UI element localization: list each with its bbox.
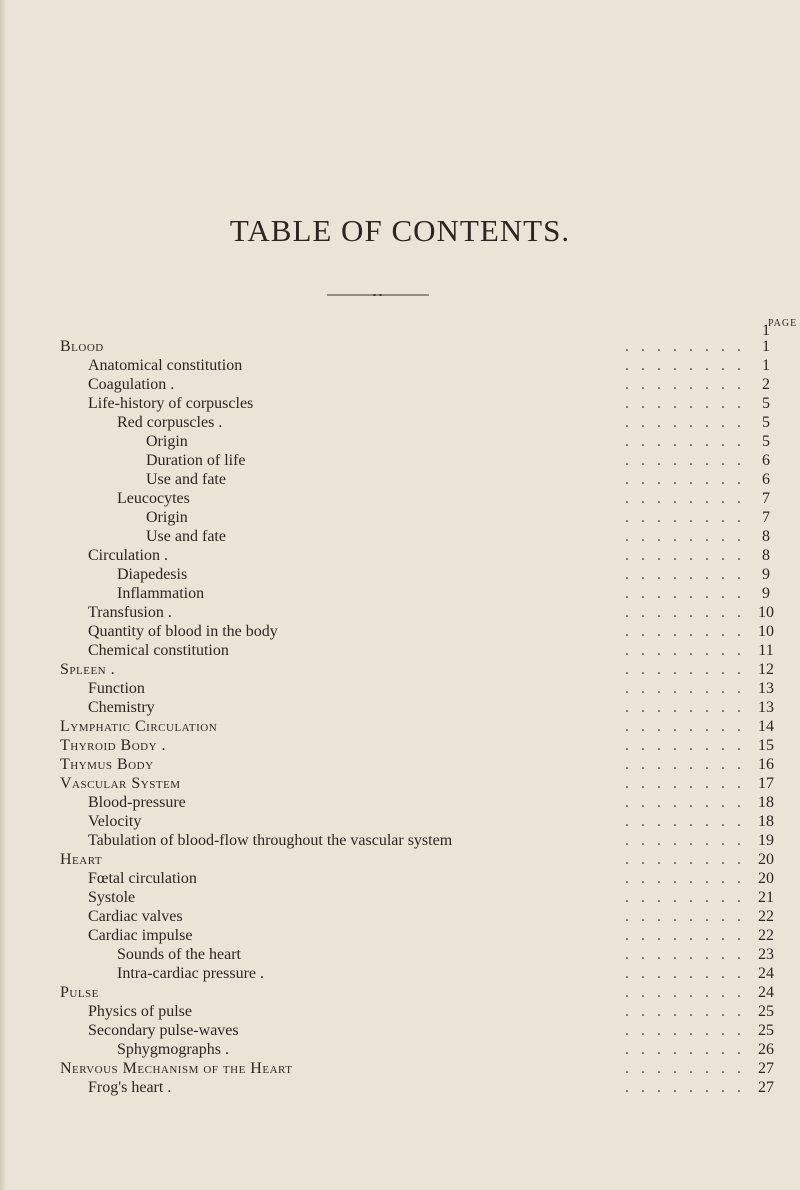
leader-dots: . . . . . . . . — [625, 737, 745, 754]
leader-dots: . . . . . . . . — [625, 946, 745, 963]
page-number: 22 — [758, 908, 774, 925]
entry-title: Pulse — [60, 984, 99, 1001]
page-number: 20 — [758, 870, 774, 887]
toc-entry[interactable] — [0, 603, 800, 622]
toc-entry[interactable] — [0, 622, 800, 641]
toc-entry[interactable] — [0, 1040, 800, 1059]
leader-dots: . . . . . . . . — [625, 490, 745, 507]
toc-entry[interactable] — [0, 812, 800, 831]
page-number: 23 — [758, 946, 774, 963]
toc-entry[interactable] — [0, 660, 800, 679]
toc-entry[interactable] — [0, 394, 800, 413]
entry-title: Inflammation — [117, 585, 205, 602]
page-number: 6 — [762, 471, 770, 488]
page-number: 22 — [758, 927, 774, 944]
toc-entry[interactable] — [0, 470, 800, 489]
toc-entry[interactable] — [0, 356, 800, 375]
toc-entry[interactable] — [0, 793, 800, 812]
page-number: 6 — [762, 452, 770, 469]
toc-entry[interactable] — [0, 451, 800, 470]
toc-entry[interactable] — [0, 850, 800, 869]
leader-dots: . . . . . . . . — [625, 661, 745, 678]
page-number: 5 — [762, 433, 770, 450]
entry-title: Origin — [146, 509, 188, 526]
leader-dots: . . . . . . . . — [625, 509, 745, 526]
page-number: 14 — [758, 718, 774, 735]
leader-dots: . . . . . . . . — [625, 1003, 745, 1020]
page-number: 19 — [758, 832, 774, 849]
toc-entry[interactable] — [0, 641, 800, 660]
page-number: 7 — [762, 509, 770, 526]
leader-dots: . . . . . . . . — [625, 1041, 745, 1058]
leader-dots: . . . . . . . . — [625, 471, 745, 488]
leader-dots: . . . . . . . . — [625, 623, 745, 640]
toc-entry[interactable] — [0, 888, 800, 907]
toc-entry[interactable] — [0, 1078, 800, 1097]
entry-title: Leucocytes — [117, 490, 190, 507]
entry-title: Systole — [88, 889, 136, 906]
page-number: 24 — [758, 984, 774, 1001]
leader-dots: . . . . . . . . — [625, 338, 745, 355]
toc-entry[interactable] — [0, 717, 800, 736]
page-number: 7 — [762, 490, 770, 507]
toc-entry[interactable] — [0, 527, 800, 546]
leader-dots: . . . . . . . . — [625, 1060, 745, 1077]
page-column-header: PAGE — [768, 318, 798, 329]
entry-title: Intra-cardiac pressure . — [117, 965, 265, 982]
leader-dots: . . . . . . . . — [625, 414, 745, 431]
entry-title: Function — [88, 680, 145, 697]
page-number: 15 — [758, 737, 774, 754]
leader-dots: . . . . . . . . — [625, 965, 745, 982]
page-number: 5 — [762, 395, 770, 412]
page-number: 18 — [758, 794, 774, 811]
toc-entry[interactable] — [0, 755, 800, 774]
page-number: 8 — [762, 528, 770, 545]
leader-dots: . . . . . . . . — [625, 1079, 745, 1096]
page-number: 10 — [758, 604, 774, 621]
page-number: 13 — [758, 680, 774, 697]
leader-dots: . . . . . . . . — [625, 851, 745, 868]
entry-title: Coagulation . — [88, 376, 175, 393]
entry-title: Frog's heart . — [88, 1079, 172, 1096]
leader-dots: . . . . . . . . — [625, 832, 745, 849]
entry-title: Use and fate — [146, 471, 226, 488]
entry-title: Thymus Body — [60, 756, 154, 773]
entry-title: Velocity — [88, 813, 142, 830]
toc-entry[interactable] — [0, 926, 800, 945]
leader-dots: . . . . . . . . — [625, 718, 745, 735]
toc-entry[interactable] — [0, 698, 800, 717]
page-number: 13 — [758, 699, 774, 716]
page-number: 2 — [762, 376, 770, 393]
toc-row — [0, 321, 800, 337]
entry-title: Heart — [60, 851, 103, 868]
page-number: 18 — [758, 813, 774, 830]
entry-title: Chemical constitution — [88, 642, 229, 659]
leader-dots: . . . . . . . . — [625, 984, 745, 1001]
toc-entry[interactable] — [0, 584, 800, 603]
entry-title: Quantity of blood in the body — [88, 623, 278, 640]
toc-entry[interactable] — [0, 546, 800, 565]
leader-dots: . . . . . . . . — [625, 794, 745, 811]
entry-title: Cardiac impulse — [88, 927, 193, 944]
leader-dots: . . . . . . . . — [625, 376, 745, 393]
page-number: 21 — [758, 889, 774, 906]
entry-title: Transfusion . — [88, 604, 172, 621]
leader-dots: . . . . . . . . — [625, 357, 745, 374]
leader-dots: . . . . . . . . — [625, 1022, 745, 1039]
page-number: 27 — [758, 1060, 774, 1077]
entry-title: Nervous Mechanism of the Heart — [60, 1060, 293, 1077]
page-number: 27 — [758, 1079, 774, 1096]
page-number: 1 — [762, 357, 770, 374]
leader-dots: . . . . . . . . — [625, 908, 745, 925]
page-number: 26 — [758, 1041, 774, 1058]
page-number: 11 — [758, 642, 774, 659]
toc-entry[interactable] — [0, 679, 800, 698]
toc-entry[interactable] — [0, 964, 800, 983]
entry-title: Secondary pulse-waves — [88, 1022, 239, 1039]
leader-dots: . . . . . . . . — [625, 395, 745, 412]
leader-dots: . . . . . . . . — [625, 813, 745, 830]
leader-dots: . . . . . . . . — [625, 927, 745, 944]
entry-title: Use and fate — [146, 528, 226, 545]
toc-entry[interactable] — [0, 945, 800, 964]
page-number: 8 — [762, 547, 770, 564]
page-number: 17 — [758, 775, 774, 792]
entry-title: Vascular System — [60, 775, 181, 792]
toc-entry[interactable] — [0, 1059, 800, 1078]
entry-title: Origin — [146, 433, 188, 450]
toc-entry[interactable] — [0, 1002, 800, 1021]
entry-title: Lymphatic Circulation — [60, 718, 218, 735]
ornament-rule — [327, 294, 429, 296]
toc-entry[interactable] — [0, 489, 800, 508]
page-number: 16 — [758, 756, 774, 773]
entry-title: Chemistry — [88, 699, 155, 716]
toc-entry[interactable] — [0, 907, 800, 926]
toc-entry[interactable] — [0, 983, 800, 1002]
leader-dots: . . . . . . . . — [625, 775, 745, 792]
entry-title: Duration of life — [146, 452, 246, 469]
leader-dots: . . . . . . . . — [625, 642, 745, 659]
entry-title: Sphygmographs . — [117, 1041, 229, 1058]
entry-title: Cardiac valves — [88, 908, 183, 925]
page-number: 20 — [758, 851, 774, 868]
entry-title: Sounds of the heart — [117, 946, 241, 963]
page-number: 25 — [758, 1003, 774, 1020]
leader-dots: . . . . . . . . — [625, 870, 745, 887]
page-number: 9 — [762, 566, 770, 583]
toc-entry[interactable] — [0, 869, 800, 888]
leader-dots: . . . . . . . . — [625, 433, 745, 450]
leader-dots: . . . . . . . . — [625, 547, 745, 564]
toc-entry[interactable] — [0, 375, 800, 394]
leader-dots: . . . . . . . . — [625, 699, 745, 716]
entry-title: Life-history of corpuscles — [88, 395, 254, 412]
entry-title: Thyroid Body . — [60, 737, 167, 754]
page-number: 25 — [758, 1022, 774, 1039]
page-number: 5 — [762, 414, 770, 431]
leader-dots: . . . . . . . . — [625, 566, 745, 583]
toc-entry[interactable] — [0, 565, 800, 584]
page-number: 24 — [758, 965, 774, 982]
entry-title: Circulation . — [88, 547, 168, 564]
entry-title: Red corpuscles . — [117, 414, 223, 431]
page-number: 10 — [758, 623, 774, 640]
entry-title: Spleen . — [60, 661, 116, 678]
entry-title: Blood — [60, 338, 104, 355]
leader-dots: . . . . . . . . — [625, 604, 745, 621]
leader-dots: . . . . . . . . — [625, 680, 745, 697]
toc-entry[interactable] — [0, 1021, 800, 1040]
toc-entry[interactable] — [0, 337, 800, 356]
entry-title: Physics of pulse — [88, 1003, 192, 1020]
page-number: 1 — [762, 322, 770, 339]
toc-entry[interactable] — [0, 774, 800, 793]
leader-dots: . . . . . . . . — [625, 756, 745, 773]
page-number: 12 — [758, 661, 774, 678]
entry-title: Diapedesis — [117, 566, 188, 583]
toc-entry[interactable] — [0, 831, 800, 850]
leader-dots: . . . . . . . . — [625, 585, 745, 602]
leader-dots: . . . . . . . . — [625, 528, 745, 545]
page-title: TABLE OF CONTENTS. — [229, 213, 571, 248]
page-number: 1 — [762, 338, 770, 355]
toc-entry[interactable] — [0, 508, 800, 527]
page-number: 9 — [762, 585, 770, 602]
entry-title: Fœtal circulation — [88, 870, 197, 887]
toc-entry[interactable] — [0, 413, 800, 432]
entry-title: Anatomical constitution — [88, 357, 243, 374]
entry-title: Blood-pressure — [88, 794, 186, 811]
toc-entry[interactable] — [0, 736, 800, 755]
entry-title: Tabulation of blood-flow throughout the vascular system — [88, 832, 453, 849]
leader-dots: . . . . . . . . — [625, 452, 745, 469]
leader-dots: . . . . . . . . — [625, 889, 745, 906]
toc-entry[interactable] — [0, 432, 800, 451]
